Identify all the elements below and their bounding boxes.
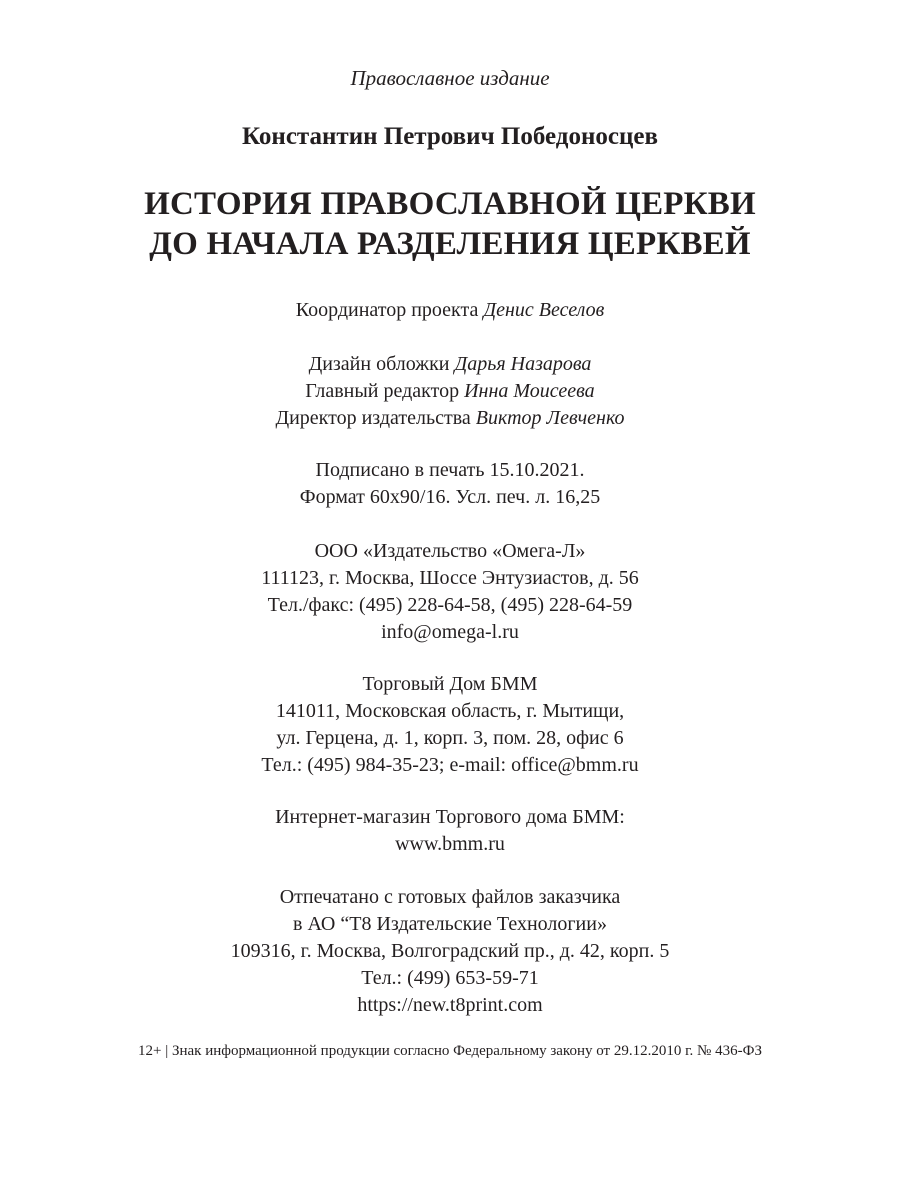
book-title: [0, 184, 900, 264]
printer-line-2: в АО “Т8 Издательские Технологии»: [293, 913, 607, 935]
online-shop-info: [0, 804, 900, 858]
cover-credit: [0, 351, 900, 378]
printer-address: 109316, г. Москва, Волгоградский пр., д. 42, корп. 5: [230, 940, 670, 962]
publisher-name: ООО «Издательство «Омега-Л»: [314, 540, 586, 562]
director-role: Директор издательства: [275, 407, 471, 429]
publisher-info: [0, 538, 900, 646]
edition-label: Православное издание: [350, 66, 550, 90]
print-info: [0, 457, 900, 511]
director-name: Виктор Левченко: [475, 407, 625, 429]
printer-url: https://new.t8print.com: [357, 994, 543, 1016]
publisher-address: 111123, г. Москва, Шоссе Энтузиастов, д. 56: [261, 567, 639, 589]
author-name: Константин Петрович Победоносцев: [242, 123, 658, 150]
editor-credit: [0, 378, 900, 405]
editor-name: Инна Моисеева: [464, 380, 595, 402]
age-rating-notice: 12+ | Знак информационной продукции согласно Федеральному закону от 29.12.2010 г. № 436-ФЗ: [138, 1043, 762, 1059]
trade-house-name: Торговый Дом БММ: [362, 673, 538, 695]
print-signed-date: Подписано в печать 15.10.2021.: [315, 459, 585, 481]
cover-name: Дарья Назарова: [454, 353, 592, 375]
title-line-1: ИСТОРИЯ ПРАВОСЛАВНОЙ ЦЕРКВИ: [144, 186, 756, 222]
printer-info: [0, 884, 900, 1019]
online-shop-url: www.bmm.ru: [395, 833, 505, 855]
staff-credits: [0, 351, 900, 432]
editor-role: Главный редактор: [305, 380, 460, 402]
printer-phone: Тел.: (499) 653-59-71: [361, 967, 539, 989]
title-line-2: ДО НАЧАЛА РАЗДЕЛЕНИЯ ЦЕРКВЕЙ: [149, 226, 751, 262]
coordinator-credit: [0, 297, 900, 324]
online-shop-label: Интернет-магазин Торгового дома БММ:: [275, 806, 625, 828]
trade-house-contacts: Тел.: (495) 984-35-23; e-mail: office@bmm.ru: [261, 754, 639, 776]
publisher-phone: Тел./факс: (495) 228-64-58, (495) 228-64-59: [267, 594, 633, 616]
trade-house-address-2: ул. Герцена, д. 1, корп. 3, пом. 28, офис 6: [276, 727, 624, 749]
print-format: Формат 60x90/16. Усл. печ. л. 16,25: [299, 486, 601, 508]
trade-house-address-1: 141011, Московская область, г. Мытищи,: [275, 700, 625, 722]
publisher-email: info@omega-l.ru: [381, 621, 519, 643]
printer-line-1: Отпечатано с готовых файлов заказчика: [279, 886, 621, 908]
trade-house-info: [0, 671, 900, 779]
cover-role: Дизайн обложки: [308, 353, 450, 375]
coordinator-name: Денис Веселов: [483, 299, 605, 321]
coordinator-role: Координатор проекта: [295, 299, 479, 321]
director-credit: [0, 405, 900, 432]
